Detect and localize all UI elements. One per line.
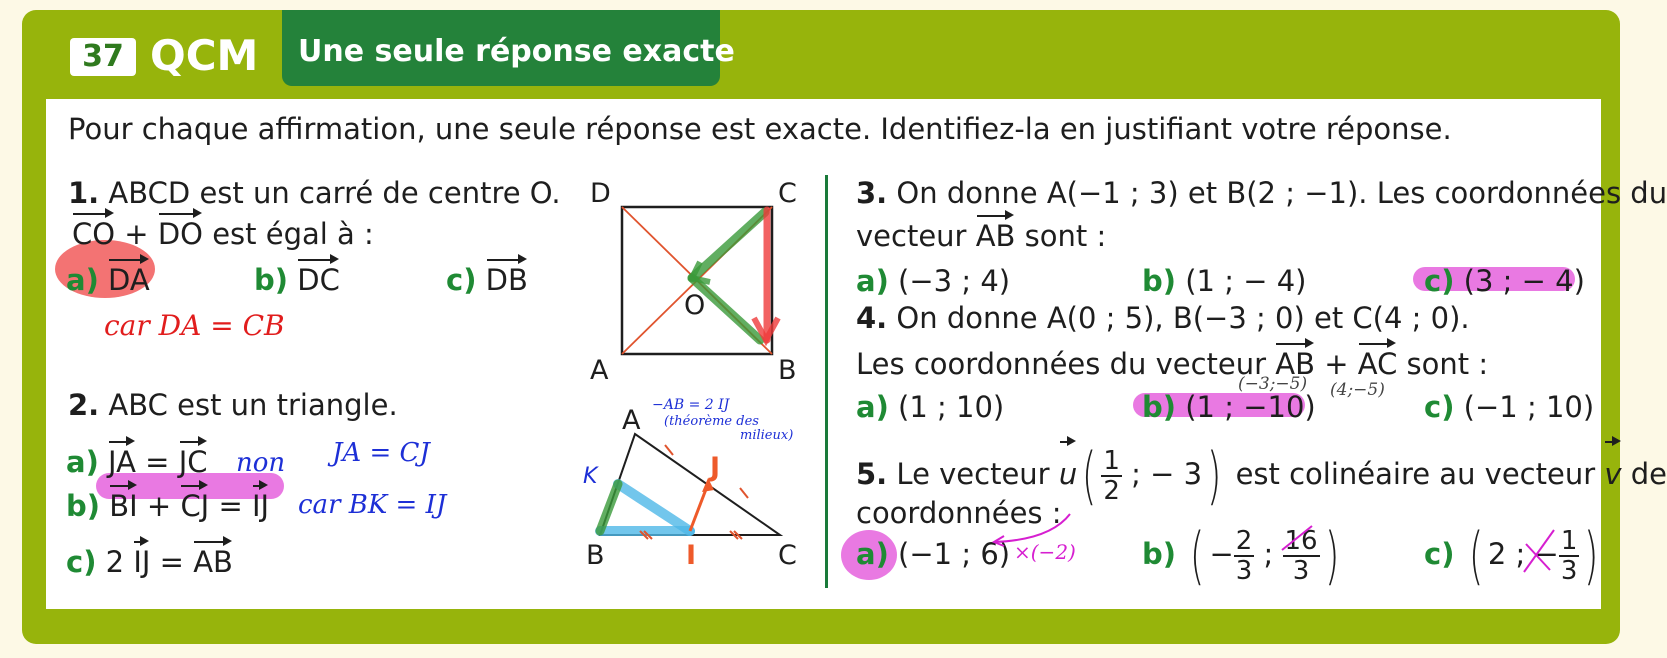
q2-fig-note: −AB = 2 IJ — [652, 397, 730, 413]
q5-statement: 5. Le vecteur u( $\frac{1}{2}$ ; − 3) est colinéaire au vecteur v de — [856, 439, 1667, 512]
q2-note-non: non — [236, 448, 286, 478]
q5b-strike-mark — [1278, 520, 1318, 560]
vector-BK-green — [600, 484, 618, 531]
q3-statement: 3. On donne A(−1 ; 3) et B(2 ; −1). Les coordonnées du — [856, 176, 1667, 210]
exercise-number: 37 — [70, 38, 136, 76]
q4-note-AB: (−3;−5) — [1238, 374, 1308, 394]
q2-option-b[interactable]: b) BI + CJ = IJ — [66, 484, 269, 524]
label-A: A — [590, 355, 609, 386]
vector-KI-blue — [618, 484, 690, 531]
q5-statement-2: coordonnées : — [856, 496, 1062, 530]
label-O: O — [684, 290, 706, 321]
tick-JC — [740, 488, 748, 498]
exercise-subtitle: Une seule réponse exacte — [298, 34, 735, 69]
q3-statement-2: vecteur AB sont : — [856, 214, 1106, 254]
label-tri-K: K — [583, 464, 598, 489]
q5-arrow-mark — [990, 510, 1080, 550]
tick-AJ — [665, 445, 673, 455]
q2-fig-note-3: milieux) — [740, 428, 794, 443]
q2-fig-note-2: (théorème des — [664, 414, 759, 429]
q5-option-c[interactable]: c) ( 2 ; − $\frac{1}{3}$ ) — [1424, 519, 1599, 592]
label-C: C — [778, 178, 797, 209]
q5-option-a[interactable]: a) (−1 ; 6) — [856, 537, 1011, 571]
q1-handwritten-note: car DA = CB — [104, 309, 285, 342]
q5-option-b[interactable]: b) ( − $\frac{2}{3}$ ; $\frac{16}{3}$ ) — [1142, 519, 1339, 592]
q4-option-b[interactable]: b) (1 ; −10) — [1142, 390, 1316, 424]
label-tri-J: J — [710, 452, 721, 483]
q4-statement-2: Les coordonnées du vecteur AB + AC sont : — [856, 342, 1488, 382]
label-D: D — [590, 178, 611, 209]
label-B: B — [778, 355, 797, 386]
q1-option-a[interactable]: a) DA — [66, 258, 150, 298]
q1-option-b[interactable]: b) DC — [254, 258, 340, 298]
q3-option-a[interactable]: a) (−3 ; 4) — [856, 264, 1011, 298]
q5c-strike-mark — [1520, 520, 1560, 580]
label-tri-A: A — [622, 405, 641, 436]
q2-note-b: car BK = IJ — [298, 490, 447, 520]
q4-option-c[interactable]: c) (−1 ; 10) — [1424, 390, 1595, 424]
exercise-type: QCM — [150, 31, 259, 80]
label-tri-B: B — [586, 540, 605, 571]
column-divider — [825, 175, 828, 588]
square-figure — [600, 190, 800, 370]
q2-note-a: JA = CJ — [332, 438, 430, 468]
label-tri-I: I — [686, 540, 697, 571]
q2-option-a[interactable]: a) JA = JC — [66, 440, 208, 480]
q1-option-c[interactable]: c) DB — [446, 258, 528, 298]
q1-statement: 1. ABCD est un carré de centre O. — [68, 176, 561, 210]
q3-option-c[interactable]: c) (3 ; − 4) — [1424, 264, 1585, 298]
vector-CO-green — [692, 212, 765, 278]
q2-option-c[interactable]: c) 2 IJ = AB — [66, 540, 233, 580]
instructions: Pour chaque affirmation, une seule réponse est exacte. Identifiez-la en justifiant votre réponse. — [68, 112, 1452, 146]
q3-option-b[interactable]: b) (1 ; − 4) — [1142, 264, 1307, 298]
q4-option-a[interactable]: a) (1 ; 10) — [856, 390, 1005, 424]
q2-statement: 2. ABC est un triangle. — [68, 388, 398, 422]
q4-statement: 4. On donne A(0 ; 5), B(−3 ; 0) et C(4 ; 0). — [856, 301, 1470, 335]
q5-handwritten-note: ×(−2) — [1014, 540, 1076, 564]
label-tri-C: C — [778, 540, 797, 571]
q1-expression: CO + DO est égal à : — [72, 212, 374, 252]
q4-note-AC: (4;−5) — [1330, 380, 1385, 400]
